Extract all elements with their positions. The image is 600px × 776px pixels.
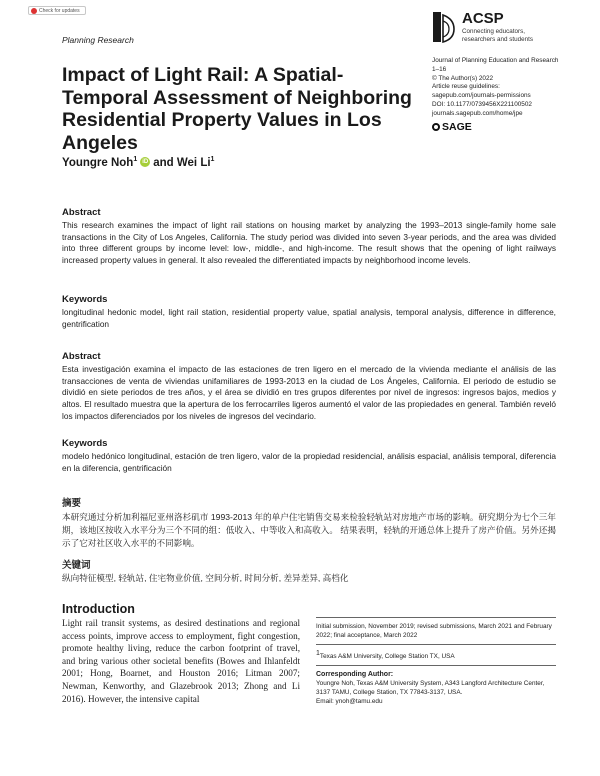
abstract-english-heading: Abstract bbox=[62, 207, 101, 218]
keywords-chinese-heading: 关键词 bbox=[62, 560, 91, 571]
author-second bbox=[153, 156, 214, 169]
keywords-spanish-heading: Keywords bbox=[62, 438, 108, 449]
author-line bbox=[62, 156, 214, 169]
meta-journal-link[interactable]: journals.sagepub.com/home/jpe bbox=[432, 109, 523, 117]
footnotes bbox=[316, 613, 556, 706]
footnote-divider-3 bbox=[316, 665, 556, 666]
orcid-icon[interactable]: iD bbox=[142, 159, 149, 166]
abstract-english bbox=[62, 207, 556, 267]
corresponding-email[interactable]: Email: ynoh@tamu.edu bbox=[316, 698, 383, 706]
keywords-spanish bbox=[62, 438, 556, 474]
corresponding-body: Youngre Noh, Texas A&M University System, A343 Langford Architecture Center, 3137 TAMU, College Station, TX 77843-3137, USA. bbox=[316, 680, 545, 697]
check-for-updates-badge[interactable] bbox=[28, 6, 86, 15]
keywords-chinese-body: 纵向特征模型, 轻轨站, 住宅物业价值, 空间分析, 时间分析, 差异差异, 高档化 bbox=[62, 573, 349, 583]
abstract-chinese-body: 本研究通过分析加利福尼亚州洛杉矶市 1993-2013 年的单户住宅销售交易来检验轻轨站对房地产市场的影响。研究期分为七个三年期，该地区按收入水平分为三个不同的组：低收入、中等收入和高收入。 结果表明，轻轨的开通总体上提升了房产价值。另外还揭示了它对社区收入水平的不同影响。 bbox=[62, 512, 556, 548]
update-icon bbox=[31, 8, 37, 14]
abstract-chinese-heading: 摘要 bbox=[62, 498, 82, 509]
journal-section-label: Planning Research bbox=[62, 35, 134, 45]
article-title: Impact of Light Rail: A Spatial-Temporal Assessment of Neighboring Residential Property Values in Los Angeles bbox=[62, 64, 412, 154]
sage-logo bbox=[432, 121, 472, 133]
introduction-heading: Introduction bbox=[62, 602, 135, 616]
sage-icon bbox=[432, 123, 440, 131]
meta-journal: Journal of Planning Education and Research bbox=[432, 57, 559, 64]
keywords-english-heading: Keywords bbox=[62, 294, 108, 305]
meta-pages: 1–16 bbox=[432, 65, 447, 73]
submission-history: Initial submission, November 2019; revised submissions, March 2021 and February 2022; final acceptance, March 2022 bbox=[316, 623, 552, 639]
abstract-spanish-body: Esta investigación examina el impacto de las estaciones de tren ligero en el mercado de la vivienda mediante el análisis de las transacciones de venta de viviendas unifamiliares de 1993-2013 en la ciudad de Los Ángeles, California. El periodo de estudio se dividió en siete periodos de tres años, y el área se dividió en tres grupos diferentes por nivel de ingresos: ingresos bajos, medios y altos. El resultado muestra que la apertura de los ferrocarriles ligeros aumentó el valor de las propiedades en general. También reveló los impactos diferenciados por los niveles de ingresos del vecindario. bbox=[62, 364, 556, 421]
check-for-updates-label: Check for updates bbox=[39, 7, 80, 14]
keywords-english-body: longitudinal hedonic model, light rail station, residential property value, spatial analysis, temporal analysis, difference in difference, gentrification bbox=[62, 307, 556, 329]
introduction-body: Light rail transit systems, as desired destinations and regional access points, improve access to employment, fight congestion, promote healthy living, reduce the carbon footprint of travel, and bring various other societal benefits (Bowes and Ihlanfeldt 2001; Hong, Boarnet, and Houston 2016; Litman 2007; Newman, Kenworthy, and Glazebrook 2013; Zhong and Li 2016). However, the intensive capital bbox=[62, 618, 300, 704]
author-first bbox=[62, 156, 137, 169]
meta-doi[interactable]: DOI: 10.1177/0739456X221100502 bbox=[432, 100, 532, 108]
publisher-tagline bbox=[462, 28, 533, 44]
footnote-divider bbox=[316, 617, 556, 618]
affiliation bbox=[316, 649, 556, 661]
author-second-name: and Wei Li bbox=[153, 156, 211, 169]
abstract-spanish bbox=[62, 351, 556, 423]
affiliation-text: Texas A&M University, College Station TX, USA bbox=[319, 653, 455, 661]
meta-reuse: Article reuse guidelines: bbox=[432, 83, 500, 91]
abstract-chinese bbox=[62, 495, 556, 549]
keywords-spanish-body: modelo hedónico longitudinal, estación de tren ligero, valor de la propiedad residencial, análisis espacial, análisis temporal, diferencia en la diferencia, gentrificación bbox=[62, 451, 556, 473]
abstract-spanish-heading: Abstract bbox=[62, 351, 101, 362]
article-meta bbox=[432, 57, 582, 119]
author-second-sup: 1 bbox=[210, 156, 215, 163]
sage-label: SAGE bbox=[442, 121, 472, 133]
acsp-logo-icon bbox=[432, 11, 456, 45]
meta-reuse-link[interactable]: sagepub.com/journals-permissions bbox=[432, 92, 531, 100]
abstract-english-body: This research examines the impact of light rail stations on housing market by analyzing the 1993–2013 single-family home sale transactions in the City of Los Angeles, California. The study period was divided into seven 3-year periods, and the area was divided into three different groups by income level: low-, middle-, and high-income. The result shows that the opening of light railways increased property values in general. It also revealed the differentiated impacts by neighborhood income levels. bbox=[62, 220, 556, 266]
keywords-english bbox=[62, 294, 556, 330]
affiliation-sup: 1 bbox=[316, 650, 320, 657]
publisher-tagline-line-1: Connecting educators, bbox=[462, 28, 526, 35]
publisher-tagline-line-2: researchers and students bbox=[462, 35, 534, 43]
keywords-chinese bbox=[62, 557, 556, 585]
meta-copyright: © The Author(s) 2022 bbox=[432, 74, 494, 82]
footnote-divider-2 bbox=[316, 644, 556, 645]
corresponding-heading: Corresponding Author: bbox=[316, 671, 394, 679]
author-first-name: Youngre Noh bbox=[62, 156, 134, 169]
author-first-sup: 1 bbox=[133, 156, 138, 163]
publisher-name: ACSP bbox=[462, 10, 504, 27]
